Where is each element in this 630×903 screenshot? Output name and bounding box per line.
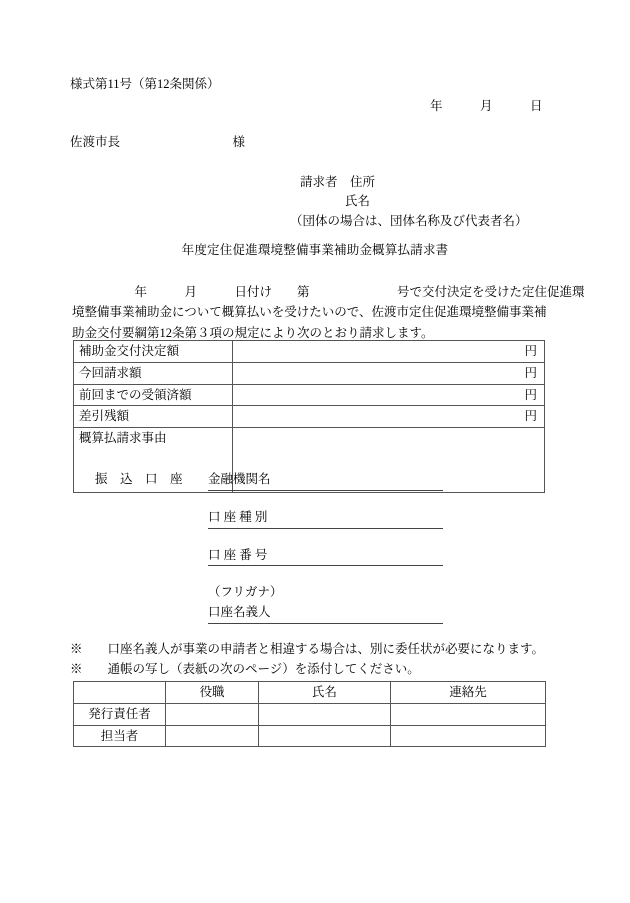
note-passbook-copy: ※ 通帳の写し（表紙の次のページ）を添付してください。 [70, 662, 420, 677]
table-row [74, 341, 545, 363]
row-value-current-claim[interactable]: 円 [233, 362, 545, 384]
table-header-row [74, 682, 546, 704]
sig-cell-issuer-position[interactable] [166, 703, 259, 725]
sig-cell-staff-position[interactable] [166, 725, 259, 747]
table-row [74, 384, 545, 406]
row-label-received-to-date: 前回までの受領済額 [74, 384, 233, 406]
sig-header-contact: 連絡先 [391, 682, 546, 704]
bank-institution-field[interactable]: 金融機関名 [208, 470, 443, 491]
table-row [74, 362, 545, 384]
sig-header-position: 役職 [166, 682, 259, 704]
sig-cell-staff-contact[interactable] [391, 725, 546, 747]
bank-account-holder-row [95, 603, 443, 624]
claimant-block [290, 173, 528, 231]
bank-account-number-row [95, 546, 443, 567]
sig-cell-issuer-name[interactable] [259, 703, 391, 725]
bank-account-type-field[interactable]: 口 座 種 別 [208, 508, 443, 529]
sig-cell-issuer-contact[interactable] [391, 703, 546, 725]
bank-institution-row [95, 470, 443, 491]
body-line-3: 助金交付要綱第12条第３項の規定により次のとおり請求します。 [72, 325, 434, 340]
row-label-grant-decision: 補助金交付決定額 [74, 341, 233, 363]
bank-account-number-field[interactable]: 口 座 番 号 [208, 546, 443, 567]
row-label-current-claim: 今回請求額 [74, 362, 233, 384]
row-value-received-to-date[interactable]: 円 [233, 384, 545, 406]
sig-row-label-issuer: 発行責任者 [74, 703, 166, 725]
table-row [74, 406, 545, 428]
bank-section-label: 振 込 口 座 [95, 472, 183, 486]
sig-row-label-staff: 担当者 [74, 725, 166, 747]
date-line: 年 月 日 [430, 99, 543, 113]
sig-cell-staff-name[interactable] [259, 725, 391, 747]
sig-header-blank [74, 682, 166, 704]
table-row [74, 703, 546, 725]
bank-account-type-row [95, 508, 443, 529]
responsible-person-table [73, 681, 546, 747]
claimant-name-label: 氏名 [345, 194, 371, 209]
sig-header-name: 氏名 [259, 682, 391, 704]
furigana-label: （フリガナ） [208, 585, 283, 600]
claimant-group-note: （団体の場合は、団体名称及び代表者名） [290, 213, 528, 228]
addressee-line: 佐渡市長 様 [70, 135, 246, 149]
row-label-reason: 概算払請求事由 [74, 428, 233, 493]
form-number: 様式第11号（第12条関係） [70, 77, 220, 91]
bank-account-block [95, 470, 443, 624]
table-row [74, 725, 546, 747]
row-value-balance[interactable]: 円 [233, 406, 545, 428]
bank-spacer [95, 603, 208, 624]
document-title: 年度定住促進環境整備事業補助金概算払請求書 [181, 243, 449, 257]
body-paragraph [72, 282, 585, 343]
body-line-1: 年 月 日付け 第 号で交付決定を受けた定住促進環 [72, 285, 585, 299]
note-delegation: ※ 口座名義人が事業の申請者と相違する場合は、別に委任状が必要になります。 [70, 642, 545, 656]
row-value-grant-decision[interactable]: 円 [233, 341, 545, 363]
notes-block [70, 639, 544, 680]
row-label-balance: 差引残額 [74, 406, 233, 428]
claimant-address-label: 請求者 住所 [300, 175, 376, 189]
bank-account-holder-field[interactable]: 口座名義人 [208, 603, 443, 624]
body-line-2: 境整備事業補助金について概算払いを受けたいので、佐渡市定住促進環境整備事業補 [72, 305, 547, 320]
